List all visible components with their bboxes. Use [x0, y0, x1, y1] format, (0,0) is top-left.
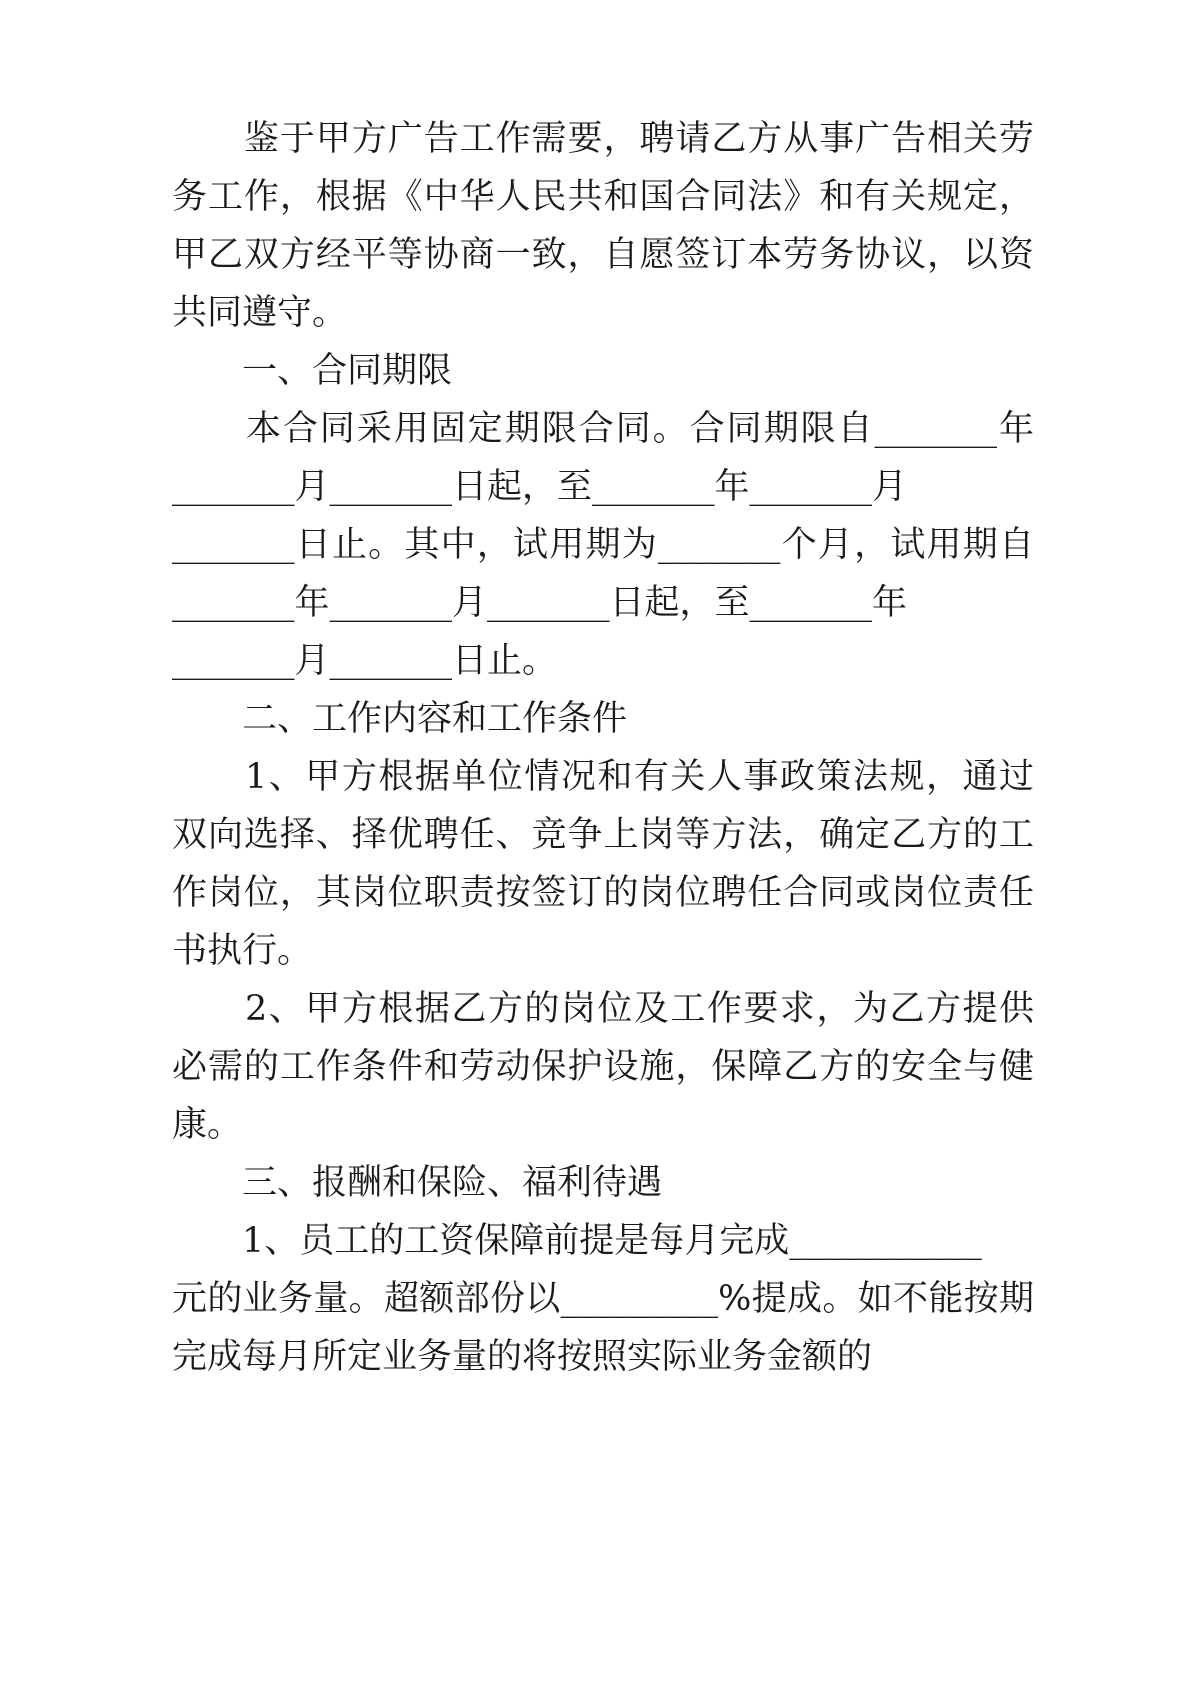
section-heading: 二、工作内容和工作条件: [172, 699, 628, 739]
paragraph-line: 1、甲方根据单位情况和有关人事政策法规，通过: [172, 757, 1034, 797]
paragraph-line: _______日止。其中，试用期为_______个月，试用期自: [172, 525, 1034, 565]
section-heading: 一、合同期限: [172, 351, 453, 391]
paragraph-line: _______月_______日止。: [172, 641, 558, 681]
paragraph-line: 作岗位，其岗位职责按签订的岗位聘任合同或岗位责任: [172, 873, 1034, 913]
section-heading: 三、报酬和保险、福利待遇: [172, 1163, 663, 1203]
paragraph-line: 务工作，根据《中华人民共和国合同法》和有关规定，: [172, 177, 1034, 217]
paragraph-line: _______年_______月_______日起，至_______年: [172, 583, 908, 623]
paragraph-line: _______月_______日起，至_______年_______月: [172, 467, 908, 507]
paragraph-line: 书执行。: [172, 931, 313, 971]
paragraph-line: 鉴于甲方广告工作需要，聘请乙方从事广告相关劳: [172, 119, 1034, 159]
paragraph-line: 1、员工的工资保障前提是每月完成___________: [172, 1221, 982, 1261]
paragraph-line: 2、甲方根据乙方的岗位及工作要求，为乙方提供: [172, 989, 1034, 1029]
paragraph-line: 双向选择、择优聘任、竞争上岗等方法，确定乙方的工: [172, 815, 1034, 855]
paragraph-line: 元的业务量。超额部份以_________%提成。如不能按期: [172, 1279, 1034, 1319]
paragraph-line: 康。: [172, 1105, 243, 1145]
paragraph-line: 必需的工作条件和劳动保护设施，保障乙方的安全与健: [172, 1047, 1034, 1087]
paragraph-line: 本合同采用固定期限合同。合同期限自_______年: [172, 409, 1034, 449]
paragraph-line: 完成每月所定业务量的将按照实际业务金额的: [172, 1337, 873, 1377]
paragraph-line: 共同遵守。: [172, 293, 348, 333]
paragraph-line: 甲乙双方经平等协商一致，自愿签订本劳务协议，以资: [172, 235, 1034, 275]
